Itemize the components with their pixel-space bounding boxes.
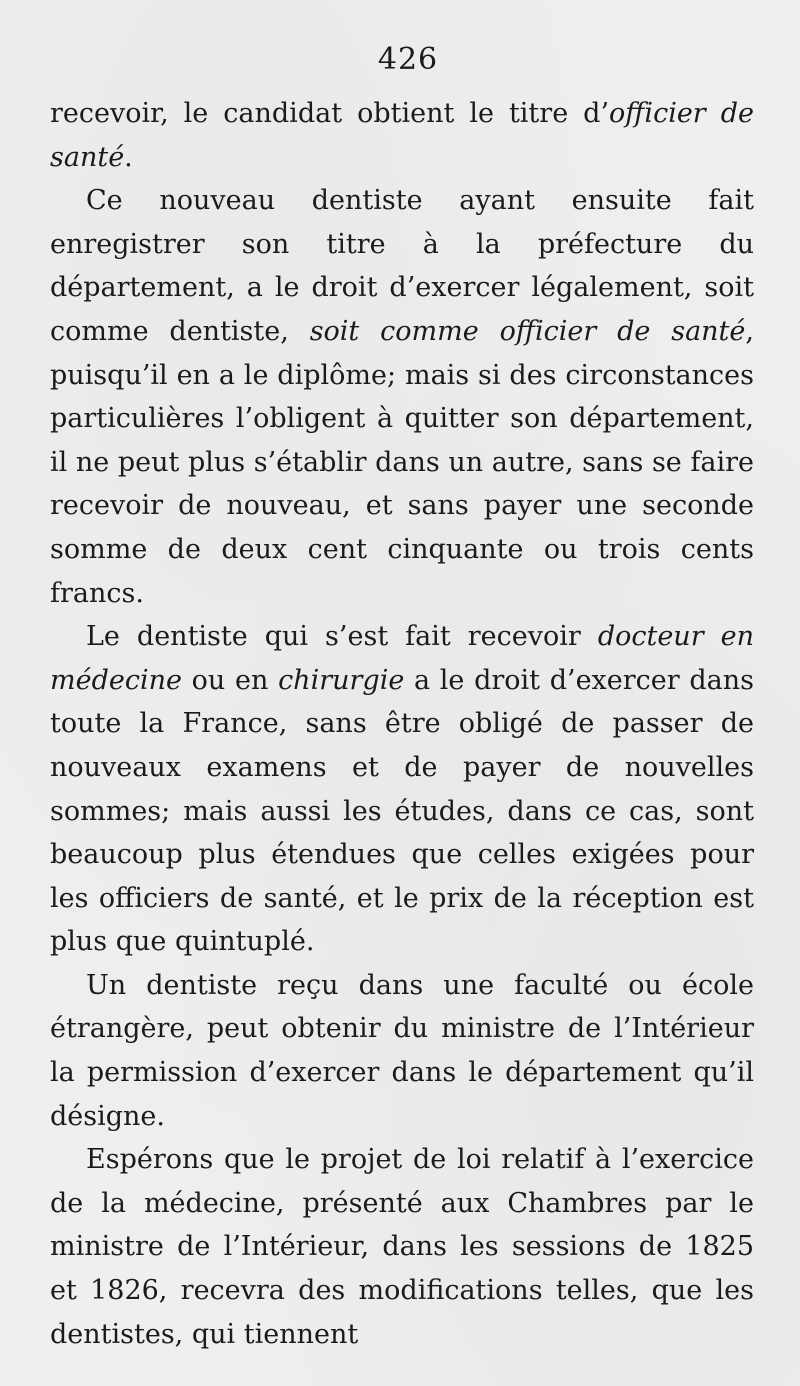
text-run: ou en: [181, 664, 279, 696]
text-run: Ce nouveau dentiste ayant ensuite fait enregistrer son titre à la préfecture du département, a le droit d’exercer légalement, soit comme dentiste,: [50, 185, 754, 347]
paragraph: [50, 615, 754, 964]
text-run: a le droit d’exercer dans toute la France, sans être obligé de passer de nouveaux examens et de payer de nouvelles sommes; mais aussi les études, dans ce cas, sont beaucoup plus étendues que celles exigées pour les officiers de santé, et le prix de la réception est plus que quintuplé.: [50, 664, 754, 958]
italic-text: docteur en médecine: [50, 621, 754, 696]
italic-text: soit comme officier de santé: [309, 315, 746, 347]
paragraph: [50, 964, 754, 1138]
text-run: Espérons que le projet de loi relatif à l’exercice de la médecine, présenté aux Chambres par le ministre de l’Intérieur, dans les sessions de 1825 et 1826, recevra des modifications telles, que les dentistes, qui tiennent: [50, 1144, 754, 1350]
paragraph: [50, 92, 754, 179]
page-number: 426: [377, 42, 439, 77]
italic-text: officier de santé: [50, 98, 754, 173]
body-text: [50, 92, 754, 1356]
paragraph: [50, 179, 754, 615]
text-run: Un dentiste reçu dans une faculté ou école étrangère, peut obtenir du ministre de l’Intérieur la permission d’exercer dans le département qu’il désigne.: [50, 969, 754, 1132]
italic-text: chirurgie: [278, 664, 405, 696]
text-run: .: [124, 141, 133, 173]
paragraph: [50, 1138, 754, 1356]
text-run: recevoir, le candidat obtient le titre d’: [50, 98, 610, 129]
text-run: , puisqu’il en a le diplôme; mais si des circonstances particulières l’obligent à quitter son département, il ne peut plus s’établir dans un autre, sans se faire recevoir de nouveau, et sans payer une seconde somme de deux cent cinquante ou trois cents francs.: [50, 315, 754, 609]
text-run: Le dentiste qui s’est fait recevoir: [86, 621, 598, 653]
